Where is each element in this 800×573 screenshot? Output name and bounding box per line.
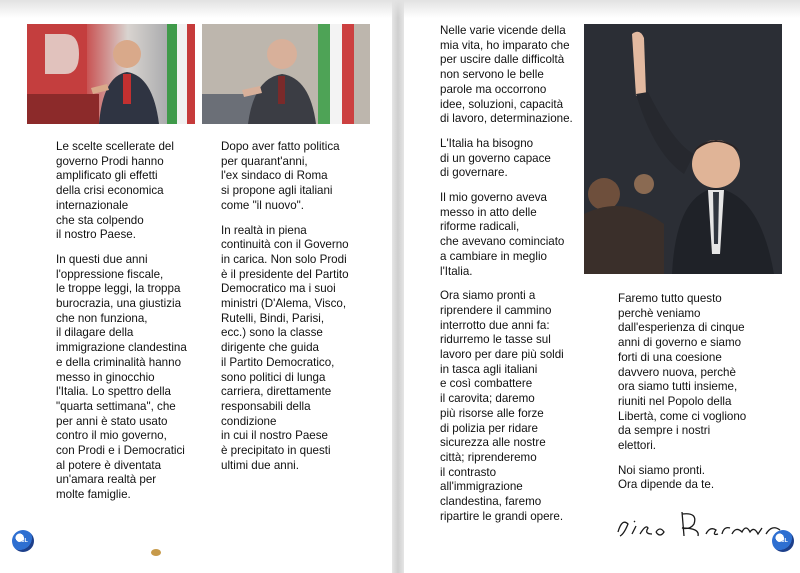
paragraph: Il mio governo aveva messo in atto delle riforme radicali, che avevano cominciato a cambiare in meglio l'Italia. <box>440 191 565 278</box>
logo-label: PdL <box>17 538 29 544</box>
paragraph: L'Italia ha bisogno di un governo capace di governare. <box>440 136 551 180</box>
paragraph: Le scelte scellerate del governo Prodi hanno amplificato gli effetti della crisi economica internazionale che sta colpendo il nostro Paese. <box>56 140 174 242</box>
paragraph: In realtà in piena continuità con il Governo in carica. Non solo Prodi è il presidente del Partito Democratico ma i suoi ministri (D'Alema, Visco, Rutelli, Bindi, Parisi, ecc.) sono la classe dirigente che guida il Partito Democratico, sono politici di lunga carriera, direttamente responsabili della condizione in cui il nostro Paese è precipitato in questi ultimi due anni. <box>221 223 349 472</box>
page-gutter <box>392 0 404 573</box>
paragraph: Noi siamo pronti. Ora dipende da te. <box>618 463 715 492</box>
photo-speaker-rally <box>202 24 370 124</box>
paragraph: Ora siamo pronti a riprendere il cammino interrotto due anni fa: ridurremo le tasse sul lavoro per dare più soldi in tasca agli italiani e così combattere il carovita; daremo più risorse alle forze di polizia per ridare sicurezza alle nostre città; riprenderemo il contrasto all'immigrazione clandestina, faremo ripartire le grandi opere. <box>440 289 564 523</box>
right-column-1 <box>440 24 580 535</box>
photo-speaker-podium <box>27 24 195 124</box>
left-page <box>0 0 392 573</box>
photo-waving-crowd <box>584 24 782 274</box>
paragraph: Dopo aver fatto politica per quarant'anni, l'ex sindaco di Roma si propone agli italiani come "il nuovo". <box>221 140 340 212</box>
paragraph: Faremo tutto questo perchè veniamo dall'esperienza di cinque anni di governo e siamo forti di una coesione davvero nuova, perchè ora siamo tutti insieme, riuniti nel Popolo della Libertà, come ci vogliono da sempre i nostri elettori. <box>618 292 747 453</box>
left-column-2 <box>221 140 371 483</box>
paper-edge-shadow <box>0 0 800 18</box>
logo-label: PdL <box>777 538 789 544</box>
handwritten-signature <box>612 504 788 544</box>
party-logo-icon <box>772 530 794 552</box>
page-marker-dot <box>151 549 161 556</box>
paragraph: In questi due anni l'oppressione fiscale, le troppe leggi, la troppa burocrazia, una giustizia che non funziona, il dilagare della immigrazione clandestina e della criminalità hanno messo in ginocchio l'Italia. Lo spettro della "quarta settimana", che per anni è stato usato contro il mio governo, con Prodi e i Democratici al potere è diventata un'amara realtà per molte famiglie. <box>56 252 187 502</box>
right-column-2 <box>618 292 778 503</box>
paragraph: Nelle varie vicende della mia vita, ho imparato che per uscire dalle difficoltà non servono le belle parole ma occorrono idee, soluzioni, capacità di lavoro, determinazione. <box>440 24 573 126</box>
left-column-1 <box>56 140 206 513</box>
party-logo-icon <box>12 530 34 552</box>
